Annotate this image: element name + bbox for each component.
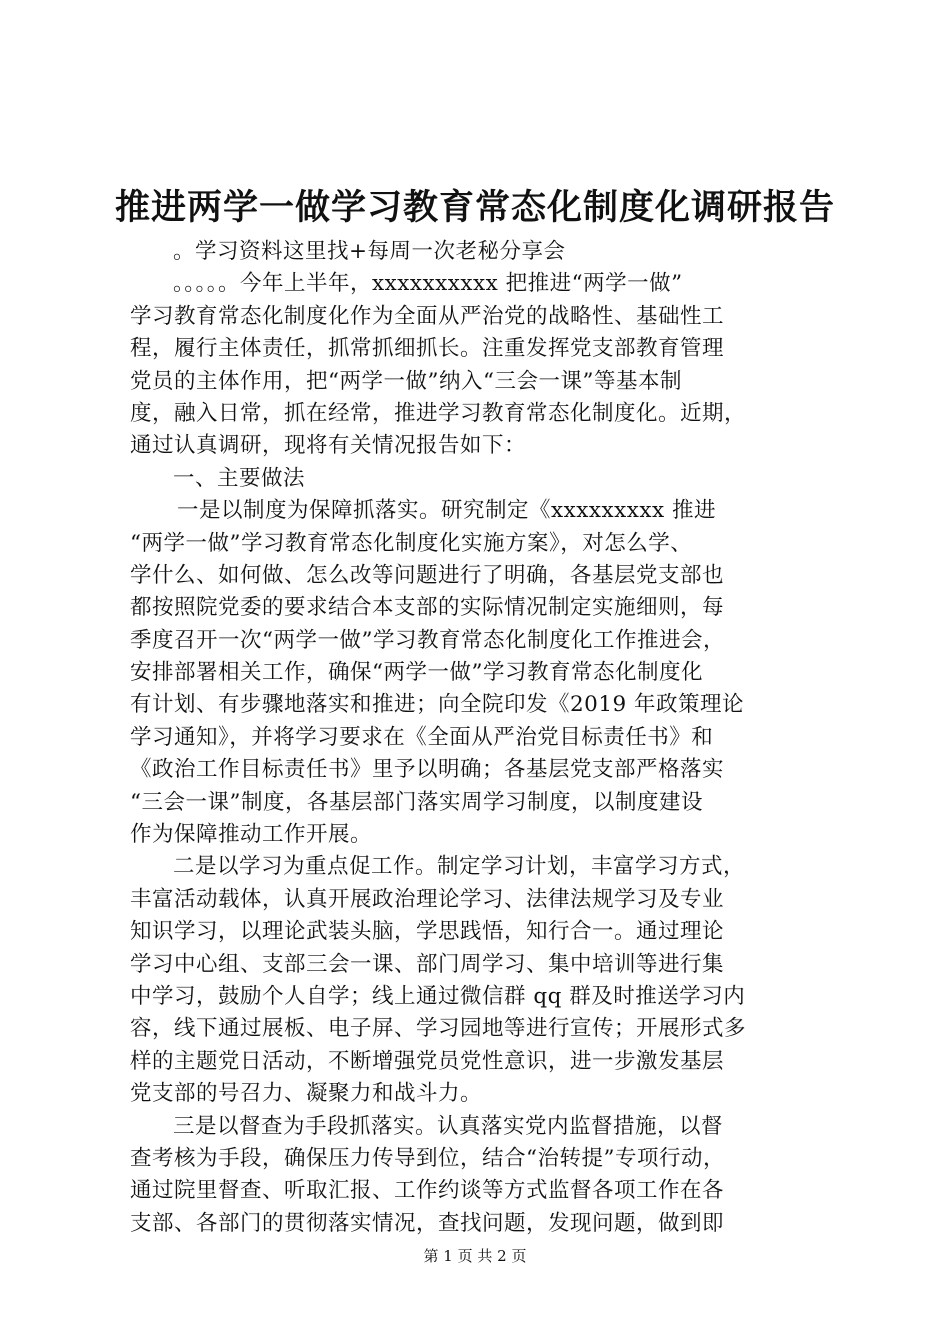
- text-line: 学什么、如何做、怎么改等问题进行了明确，各基层党支部也: [130, 562, 725, 588]
- text-line: 学习教育常态化制度化作为全面从严治党的战略性、基础性工: [130, 303, 725, 329]
- document-body: [130, 236, 830, 1240]
- text-line: 作为保障推动工作开展。: [130, 822, 373, 848]
- text-line: 程，履行主体责任，抓常抓细抓长。注重发挥党支部教育管理: [130, 336, 725, 362]
- text-line: “两学一做”学习教育常态化制度化实施方案》，对怎么学、: [130, 530, 693, 556]
- text-line: 通过院里督查、听取汇报、工作约谈等方式监督各项工作在各: [130, 1178, 725, 1204]
- document-title: 推进两学一做学习教育常态化制度化调研报告: [114, 187, 835, 228]
- text-line: 支部、各部门的贯彻落实情况，查找问题，发现问题，做到即: [130, 1210, 725, 1236]
- text-line: 都按照院党委的要求结合本支部的实际情况制定实施细则，每: [130, 595, 725, 621]
- text-line: 一是以制度为保障抓落实。研究制定《xxxxxxxxx 推进: [177, 498, 716, 524]
- text-line: 党员的主体作用，把“两学一做”纳入“三会一课”等基本制: [130, 368, 682, 394]
- text-line: 度，融入日常，抓在经常，推进学习教育常态化制度化。近期，: [130, 400, 747, 426]
- text-line: 安排部署相关工作，确保“两学一做”学习教育常态化制度化: [130, 660, 703, 686]
- text-line: 季度召开一次“两学一做”学习教育常态化制度化工作推进会，: [130, 627, 725, 653]
- text-line: 知识学习，以理论武装头脑，学思践悟，知行合一。通过理论: [130, 919, 725, 945]
- text-line: 有计划、有步骤地落实和推进；向全院印发《2019 年政策理论: [130, 692, 745, 718]
- text-line: 学习通知》，并将学习要求在《全面从严治党目标责任书》和: [130, 724, 714, 750]
- text-line: 。学习资料这里找+每周一次老秘分享会: [173, 239, 566, 264]
- text-line: 容，线下通过展板、电子屏、学习园地等进行宣传；开展形式多: [130, 1016, 747, 1042]
- text-line: 《政治工作目标责任书》里予以明确；各基层党支部严格落实: [130, 757, 725, 783]
- text-line: 二是以学习为重点促工作。制定学习计划，丰富学习方式，: [173, 854, 746, 880]
- text-line: 丰富活动载体，认真开展政治理论学习、法律法规学习及专业: [130, 886, 725, 912]
- text-line: 通过认真调研，现将有关情况报告如下：: [130, 433, 527, 459]
- text-line: 样的主题党日活动，不断增强党员党性意识，进一步激发基层: [130, 1048, 725, 1074]
- section-heading: 一、主要做法: [173, 465, 306, 491]
- text-line: 查考核为手段，确保压力传导到位，结合“治转提”专项行动，: [130, 1145, 725, 1171]
- page-footer: 第 1 页 共 2 页: [423, 1247, 527, 1265]
- text-line: 党支部的号召力、凝聚力和战斗力。: [130, 1081, 483, 1107]
- text-line: “三会一课”制度，各基层部门落实周学习制度，以制度建设: [130, 789, 703, 815]
- text-line: 三是以督查为手段抓落实。认真落实党内监督措施，以督: [173, 1113, 724, 1139]
- text-line: 中学习，鼓励个人自学；线上通过微信群 qq 群及时推送学习内: [130, 983, 746, 1009]
- text-line: 。。。。。今年上半年，xxxxxxxxxx 把推进“两学一做”: [173, 271, 683, 297]
- text-line: 学习中心组、支部三会一课、部门周学习、集中培训等进行集: [130, 951, 725, 977]
